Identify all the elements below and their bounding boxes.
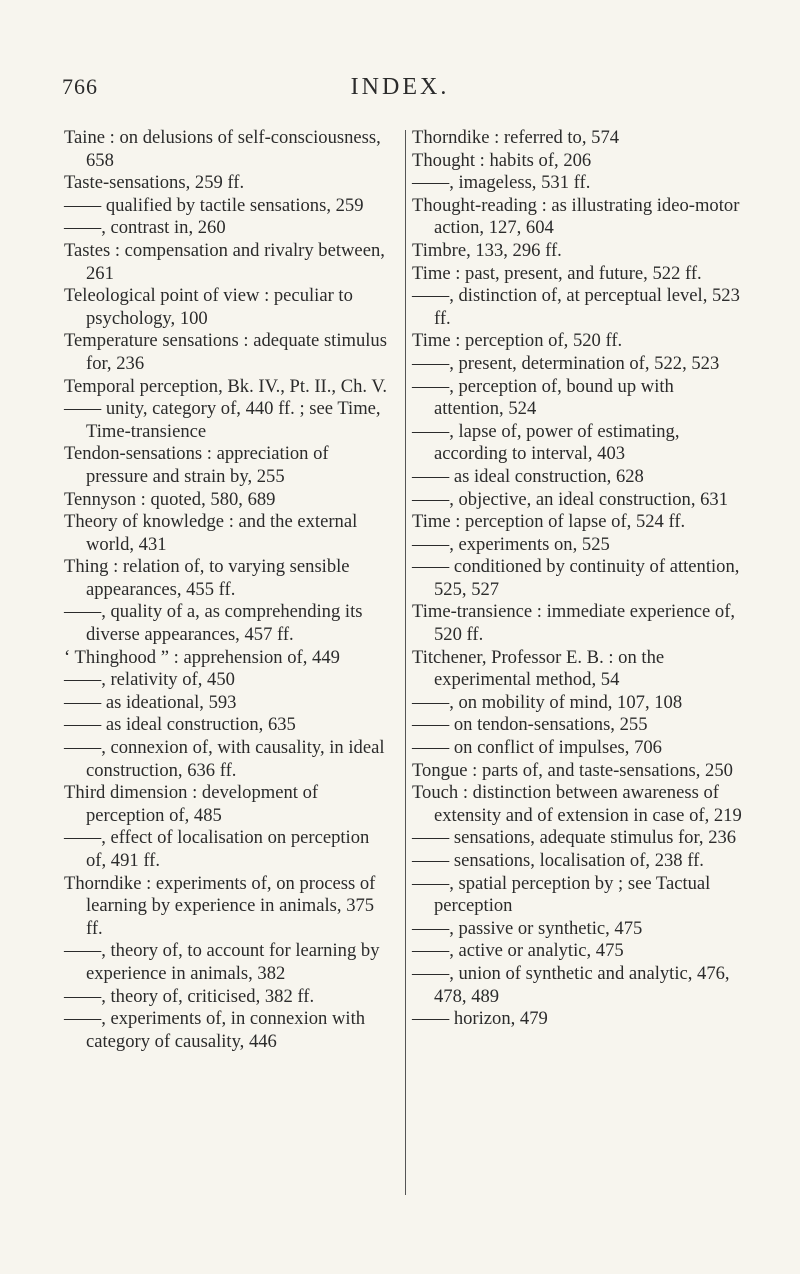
index-entry: —— as ideal construction, 628 xyxy=(412,465,644,487)
index-entry: —— unity, category of, 440 ff. ; see Time, Time-transience xyxy=(64,398,381,442)
index-entry: Time : past, present, and future, 522 ff. xyxy=(412,262,702,284)
index-entry: ——, lapse of, power of estimating, according to interval, 403 xyxy=(412,420,680,465)
index-entry: Titchener, Professor E. B. : on the experimental method, 54 xyxy=(412,646,665,691)
index-entry: —— as ideational, 593 xyxy=(64,691,237,713)
index-entry: —— as ideal construction, 635 xyxy=(64,714,296,736)
index-entry: Tendon-sensations : appreciation of pressure and strain by, 255 xyxy=(64,443,329,487)
index-column-left xyxy=(64,127,394,1053)
index-entry: —— on tendon-sensations, 255 xyxy=(412,714,648,736)
index-column-right xyxy=(412,127,746,1031)
index-entry: ——, connexion of, with causality, in ideal construction, 636 ff. xyxy=(64,737,385,781)
index-entry: —— horizon, 479 xyxy=(412,1008,548,1030)
index-entry: ——, objective, an ideal construction, 631 xyxy=(412,488,729,510)
index-entry: ——, theory of, to account for learning by experience in animals, 382 xyxy=(64,940,380,984)
index-entry: Temporal perception, Bk. IV., Pt. II., Ch. V. xyxy=(64,375,388,397)
index-entry: —— sensations, adequate stimulus for, 236 xyxy=(412,827,737,849)
index-entry: Time : perception of, 520 ff. xyxy=(412,330,623,352)
index-entry: Thing : relation of, to varying sensible appearances, 455 ff. xyxy=(64,556,350,600)
index-entry: Temperature sensations : adequate stimulus for, 236 xyxy=(64,330,387,374)
index-entry: ——, union of synthetic and analytic, 476, 478, 489 xyxy=(412,962,730,1007)
page-number: 766 xyxy=(62,74,98,99)
index-entry: ——, experiments of, in connexion with category of causality, 446 xyxy=(64,1008,366,1052)
index-entry: ——, spatial perception by ; see Tactual perception xyxy=(412,872,711,917)
index-entry: Thought : habits of, 206 xyxy=(412,149,592,171)
index-entry: ——, active or analytic, 475 xyxy=(412,940,624,962)
index-entry: ——, passive or synthetic, 475 xyxy=(412,917,643,939)
index-entry: —— sensations, localisation of, 238 ff. xyxy=(412,850,704,871)
index-entry: ——, quality of a, as comprehending its diverse appearances, 457 ff. xyxy=(64,601,363,646)
index-entry: —— conditioned by continuity of attention, 525, 527 xyxy=(412,556,740,600)
index-entry: Tastes : compensation and rivalry between, 261 xyxy=(64,239,385,284)
index-entry: Thorndike : referred to, 574 xyxy=(412,127,620,148)
index-entry: ——, imageless, 531 ff. xyxy=(412,172,591,194)
index-entry: Tennyson : quoted, 580, 689 xyxy=(64,488,276,510)
index-entry: —— qualified by tactile sensations, 259 xyxy=(64,194,364,216)
index-entry: Touch : distinction between awareness of extensity and of extension in case of, 219 xyxy=(412,782,742,826)
index-entry: Tongue : parts of, and taste-sensations, 250 xyxy=(412,759,733,781)
index-entry: Timbre, 133, 296 ff. xyxy=(412,239,562,261)
index-entry: Taste-sensations, 259 ff. xyxy=(64,172,245,194)
index-entry: Theory of knowledge : and the external world, 431 xyxy=(64,511,358,555)
page-header xyxy=(0,74,800,114)
index-entry: ——, relativity of, 450 xyxy=(64,669,235,691)
index-entry: ——, theory of, criticised, 382 ff. xyxy=(64,985,315,1007)
index-entry: Time : perception of lapse of, 524 ff. xyxy=(412,511,686,533)
column-divider xyxy=(405,130,406,1195)
index-entry: ——, experiments on, 525 xyxy=(412,533,610,555)
index-entry: ——, on mobility of mind, 107, 108 xyxy=(412,691,683,713)
index-entry: Third dimension : development of perception of, 485 xyxy=(64,782,319,826)
index-entry: Taine : on delusions of self-consciousness, 658 xyxy=(64,127,381,171)
index-entry: Thorndike : experiments of, on process of learning by experience in animals, 375 ff. xyxy=(64,872,376,939)
index-entry: Time-transience : immediate experience of, 520 ff. xyxy=(412,601,736,646)
index-entry: —— on conflict of impulses, 706 xyxy=(412,737,662,759)
running-head: INDEX. xyxy=(350,74,450,100)
index-entry: ‘ Thinghood ” : apprehension of, 449 xyxy=(64,646,340,668)
index-entry: ——, distinction of, at perceptual level, 523 ff. xyxy=(412,285,740,329)
index-entry: ——, contrast in, 260 xyxy=(64,217,226,239)
index-entry: Thought-reading : as illustrating ideo-motor action, 127, 604 xyxy=(412,194,740,239)
index-entry: Teleological point of view : peculiar to psychology, 100 xyxy=(64,285,353,329)
index-entry: ——, present, determination of, 522, 523 xyxy=(412,352,720,374)
index-entry: ——, effect of localisation on perception of, 491 ff. xyxy=(64,827,370,871)
index-entry: ——, perception of, bound up with attention, 524 xyxy=(412,375,674,420)
